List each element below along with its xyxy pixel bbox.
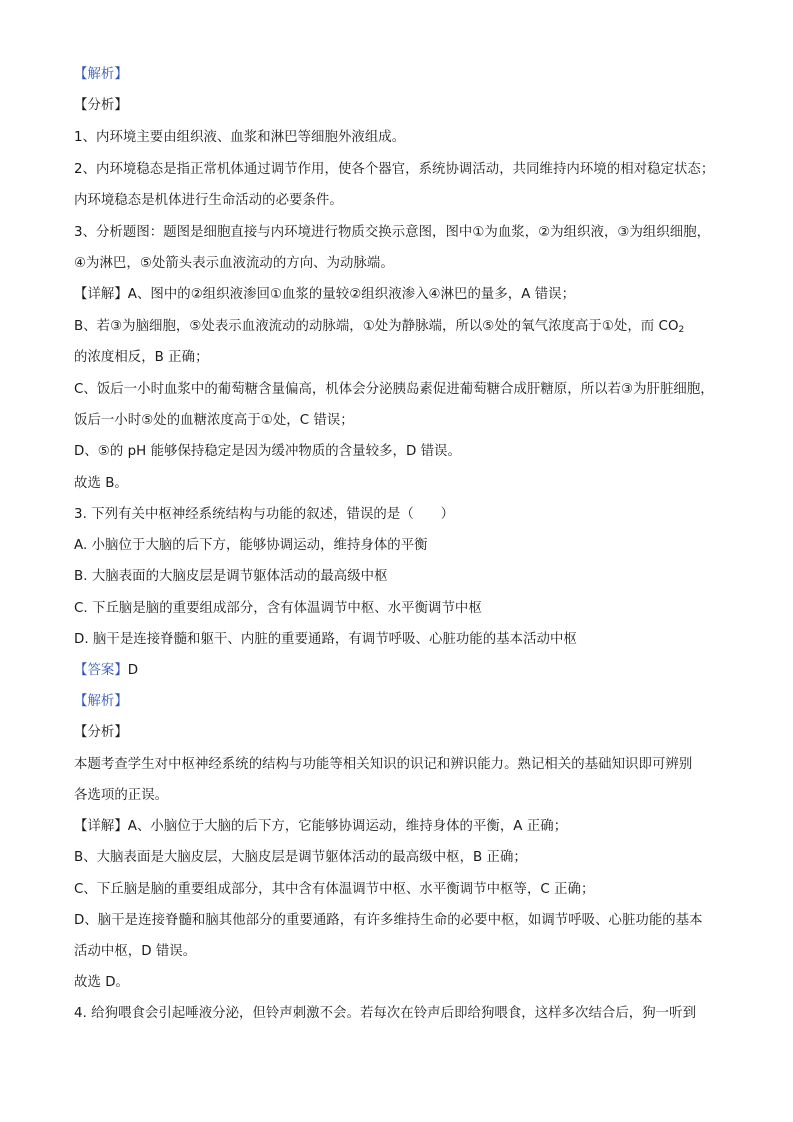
option-d: D. 脑干是连接脊髓和躯干、内脏的重要通路，有调节呼吸、心脏功能的基本活动中枢 <box>74 632 577 647</box>
text-line: ④为淋巴，⑤处箭头表示血液流动的方向、为动脉端。 <box>74 256 394 271</box>
section-label-breakdown: 【分析】 <box>74 98 128 113</box>
text-line: 活动中枢，D 错误。 <box>74 944 197 959</box>
question-stem: 3. 下列有关中枢神经系统结构与功能的叙述，错误的是（ ） <box>74 507 455 522</box>
text-line: 故选 B。 <box>74 476 128 491</box>
text-line: D、⑤的 pH 能够保持稳定是因为缓冲物质的含量较多，D 错误。 <box>74 444 461 459</box>
detail-line: 【详解】A、图中的②组织液渗回①血浆的量较②组织液渗入④淋巴的量多，A 错误； <box>74 287 576 302</box>
text-line: C、饭后一小时血浆中的葡萄糖含量偏高，机体会分泌胰岛素促进葡萄糖合成肝糖原，所以若③为肝脏细胞， <box>74 382 714 397</box>
section-label-analysis: 【解析】 <box>74 694 128 709</box>
text-line: 1、内环境主要由组织液、血浆和淋巴等细胞外液组成。 <box>74 130 406 145</box>
text-line: D、脑干是连接脊髓和脑其他部分的重要通路，有许多维持生命的必要中枢，如调节呼吸、心脏功能的基本 <box>74 913 703 928</box>
text-line: B、若③为脑细胞，⑤处表示血液流动的动脉端，①处为静脉端，所以⑤处的氧气浓度高于①处，而 $CO_2$ <box>74 319 685 335</box>
question-stem: 4. 给狗喂食会引起唾液分泌，但铃声刺激不会。若每次在铃声后即给狗喂食，这样多次结合后，狗一听到 <box>74 1006 697 1021</box>
answer-line: 【答案】D <box>74 663 139 678</box>
text-line: 3、分析题图：题图是细胞直接与内环境进行物质交换示意图，图中①为血浆，②为组织液，③为组织细胞， <box>74 225 711 240</box>
text-line: 的浓度相反，B 正确； <box>74 350 209 365</box>
text-line: 本题考查学生对中枢神经系统的结构与功能等相关知识的识记和辨识能力。熟记相关的基础知识即可辨别 <box>74 757 693 772</box>
section-label-breakdown: 【分析】 <box>74 725 128 740</box>
text-line: B、大脑表面是大脑皮层，大脑皮层是调节躯体活动的最高级中枢，B 正确； <box>74 850 527 865</box>
option-c: C. 下丘脑是脑的重要组成部分，含有体温调节中枢、水平衡调节中枢 <box>74 601 482 616</box>
option-b: B. 大脑表面的大脑皮层是调节躯体活动的最高级中枢 <box>74 569 388 584</box>
text-line: 各选项的正误。 <box>74 788 169 803</box>
text-line: C、下丘脑是脑的重要组成部分，其中含有体温调节中枢、水平衡调节中枢等，C 正确； <box>74 882 595 897</box>
option-a: A. 小脑位于大脑的后下方，能够协调运动，维持身体的平衡 <box>74 538 428 553</box>
text-line: 内环境稳态是机体进行生命活动的必要条件。 <box>74 193 343 208</box>
detail-line: 【详解】A、小脑位于大脑的后下方，它能够协调运动，维持身体的平衡，A 正确； <box>74 819 568 834</box>
section-label-analysis: 【解析】 <box>74 67 128 82</box>
text-line: 故选 D。 <box>74 975 129 990</box>
text-line: 饭后一小时⑤处的血糖浓度高于①处，C 错误； <box>74 413 354 428</box>
text-line: 2、内环境稳态是指正常机体通过调节作用，使各个器官，系统协调活动，共同维持内环境的相对稳定状态； <box>74 162 715 177</box>
